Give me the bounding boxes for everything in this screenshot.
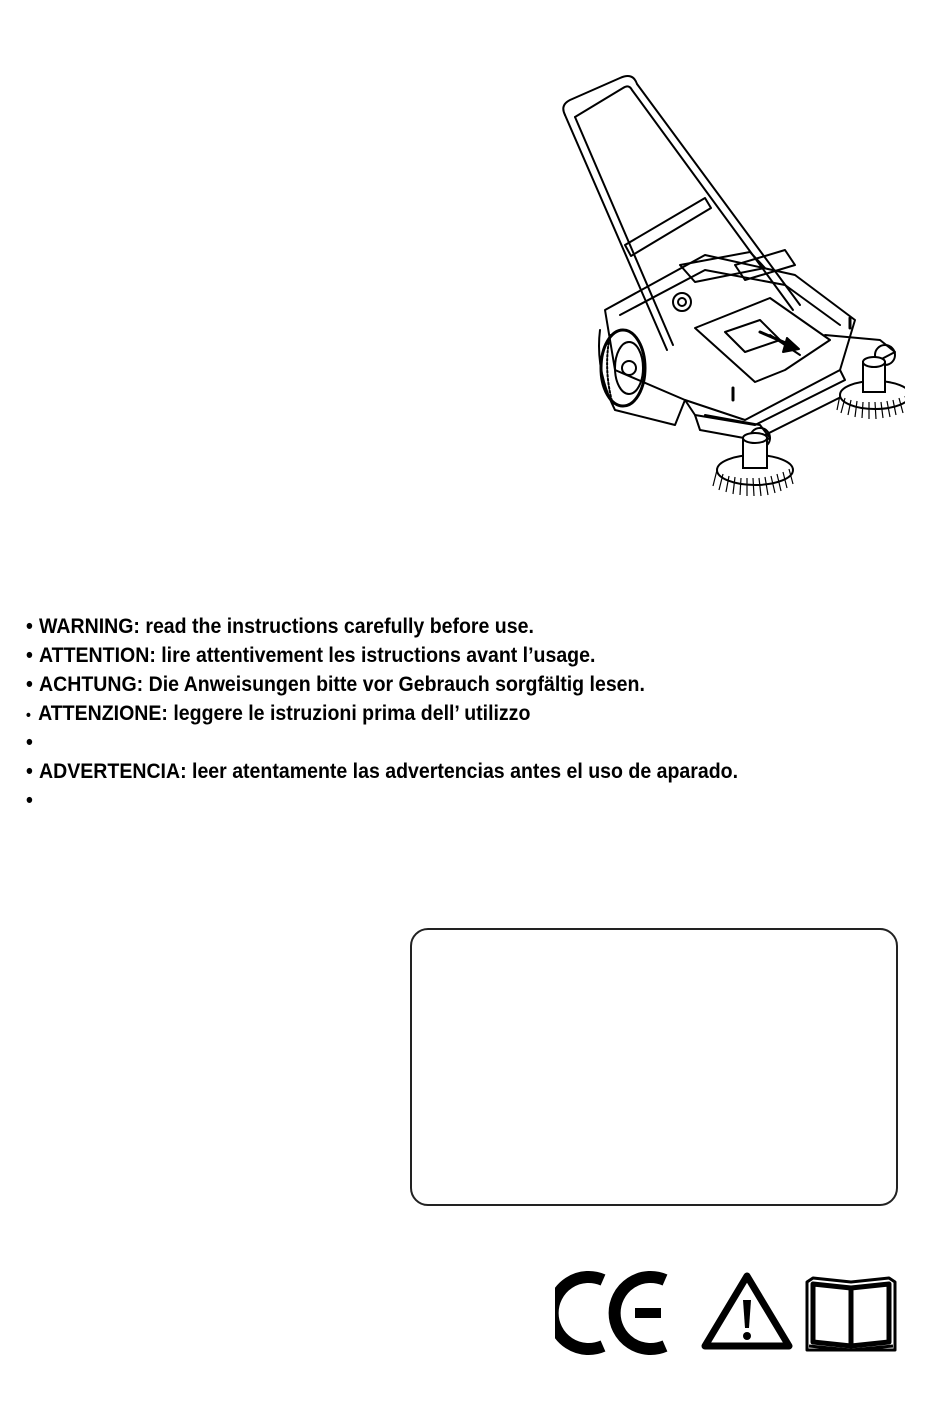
warning-line-es: • ADVERTENCIA: leer atentamente las advertencias antes el uso de aparado. — [26, 760, 739, 783]
warning-line-en: • WARNING: read the instructions carefully before use. — [26, 615, 534, 638]
warning-line-it: • ATTENZIONE: leggere le istruzioni prima dell’ utilizzo — [26, 702, 531, 725]
compliance-symbols — [555, 1268, 905, 1358]
warnings-list — [26, 612, 926, 815]
product-label-box — [410, 928, 898, 1206]
warning-text: : leer atentamente las advertencias antes el uso de aparado. — [180, 760, 739, 783]
warning-text: : Die Anweisungen bitte vor Gebrauch sorgfältig lesen. — [136, 673, 645, 696]
warning-label: ATTENTION — [39, 644, 150, 667]
manual-book-icon — [807, 1278, 895, 1350]
warning-label: WARNING — [39, 615, 134, 638]
warning-label: ATTENZIONE — [38, 702, 162, 725]
warning-text: : lire attentivement les istructions avant l’usage. — [149, 644, 596, 667]
warning-label: ADVERTENCIA — [39, 760, 181, 783]
warning-line-empty-1: • — [26, 731, 33, 754]
warning-text: : read the instructions carefully before use. — [133, 615, 534, 638]
warning-line-de: • ACHTUNG: Die Anweisungen bitte vor Gebrauch sorgfältig lesen. — [26, 673, 645, 696]
warning-triangle-icon — [705, 1276, 789, 1346]
warning-text: : leggere le istruzioni prima dell’ utilizzo — [161, 702, 531, 725]
warning-label: ACHTUNG — [39, 673, 137, 696]
warning-line-fr: • ATTENTION: lire attentivement les istructions avant l’usage. — [26, 644, 596, 667]
push-sweeper-illustration — [555, 70, 905, 500]
ce-mark-icon — [555, 1277, 665, 1349]
warning-line-empty-2: • — [26, 789, 33, 812]
